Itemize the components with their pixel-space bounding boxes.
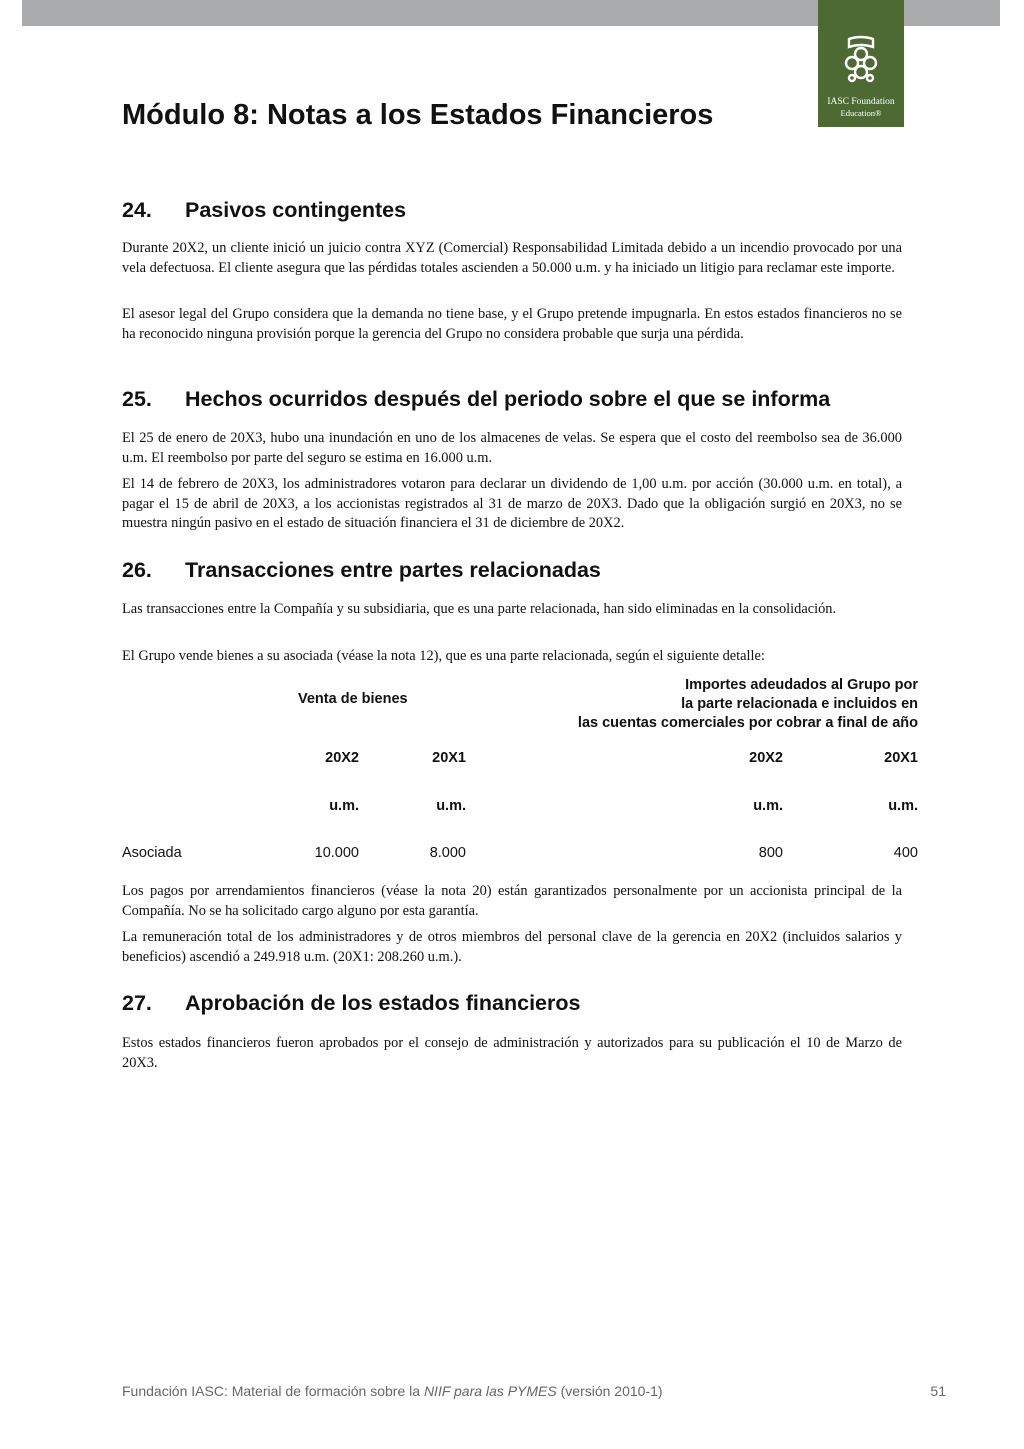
page-number: 51 — [930, 1383, 946, 1399]
paragraph: Estos estados financieros fueron aprobados por el consejo de administración y autorizados para su publicación el 10 de Marzo de 20X3. — [122, 1035, 902, 1071]
section-title: Transacciones entre partes relacionadas — [185, 558, 601, 582]
table-year: 20X2 — [749, 750, 783, 766]
footer-suffix: (versión 2010-1) — [556, 1383, 663, 1399]
table-cell: 800 — [758, 845, 783, 861]
section-number: 26. — [122, 558, 152, 582]
table-header-line: Importes adeudados al Grupo por — [685, 677, 918, 693]
footer-text — [122, 1383, 663, 1399]
table-unit: u.m. — [888, 798, 918, 814]
paragraph: Durante 20X2, un cliente inició un juicio contra XYZ (Comercial) Responsabilidad Limitada debido a un incendio provocado por una vela defectuosa. El cliente asegura que las pérdidas totales ascienden a 50.000 u.m. y ha iniciado un litigio para reclamar este importe. — [122, 240, 902, 276]
table-cell: 10.000 — [314, 845, 359, 861]
section-number: 27. — [122, 991, 152, 1015]
paragraph: El 25 de enero de 20X3, hubo una inundación en uno de los almacenes de velas. Se espera que el costo del reembolso sea de 36.000 u.m. El reembolso por parte del seguro se estima en 16.000 u.m. — [122, 430, 902, 466]
table-unit: u.m. — [436, 798, 466, 814]
paragraph: Las transacciones entre la Compañía y su subsidiaria, que es una parte relacionada, han sido eliminadas en la consolidación. — [122, 601, 837, 617]
table-year: 20X2 — [325, 750, 359, 766]
table-header-line: la parte relacionada e incluidos en — [681, 696, 918, 712]
table-header-amounts — [480, 676, 918, 733]
table-cell: 8.000 — [429, 845, 466, 861]
module-title: Módulo 8: Notas a los Estados Financieros — [122, 99, 714, 131]
paragraph: El 14 de febrero de 20X3, los administradores votaron para declarar un dividendo de 1,00 u.m. por acción (30.000 u.m. en total), a pagar el 15 de abril de 20X3, a los accionistas registrados al 31 de marzo de 20X3. Dado que la obligación surgió en 20X3, no se muestra ningún pasivo en el estado de situación financiera el 31 de diciembre de 20X2. — [122, 476, 902, 531]
section-number: 25. — [122, 387, 152, 411]
logo-text-line1: IASC Foundation — [827, 97, 895, 107]
table-cell: 400 — [893, 845, 918, 861]
footer-prefix: Fundación IASC: Material de formación sobre la — [122, 1383, 424, 1399]
table-year: 20X1 — [432, 750, 466, 766]
table-header-sales: Venta de bienes — [298, 691, 408, 707]
paragraph: El asesor legal del Grupo considera que la demanda no tiene base, y el Grupo pretende impugnarla. En estos estados financieros no se ha reconocido ninguna provisión porque la gerencia del Grupo no considera probable que surja una pérdida. — [122, 306, 902, 342]
section-24-heading — [122, 197, 406, 223]
paragraph: Los pagos por arrendamientos financieros (véase la nota 20) están garantizados personalmente por un accionista principal de la Compañía. No se ha solicitado cargo alguno por esta garantía. — [122, 883, 902, 919]
table-unit: u.m. — [329, 798, 359, 814]
section-number: 24. — [122, 198, 152, 222]
paragraph: El Grupo vende bienes a su asociada (véase la nota 12), que es una parte relacionada, según el siguiente detalle: — [122, 648, 765, 664]
section-26-heading — [122, 557, 601, 583]
table-year: 20X1 — [884, 750, 918, 766]
section-title: Hechos ocurridos después del periodo sobre el que se informa — [185, 387, 831, 411]
iasc-logo — [818, 0, 904, 127]
table-row-label: Asociada — [122, 845, 182, 861]
table-header-line: las cuentas comerciales por cobrar a final de año — [577, 715, 918, 731]
section-title: Pasivos contingentes — [185, 198, 407, 222]
section-27-heading — [122, 990, 580, 1016]
paragraph: La remuneración total de los administradores y de otros miembros del personal clave de la gerencia en 20X2 (incluidos salarios y beneficios) ascendió a 249.918 u.m. (20X1: 208.260 u.m.). — [122, 929, 902, 965]
logo-text-line2: Education® — [840, 108, 882, 118]
table-unit: u.m. — [753, 798, 783, 814]
section-25-heading — [122, 386, 830, 412]
hexagon-emblem-icon — [841, 33, 881, 85]
section-title: Aprobación de los estados financieros — [185, 991, 581, 1015]
footer-italic: NIIF para las PYMES — [423, 1383, 557, 1399]
